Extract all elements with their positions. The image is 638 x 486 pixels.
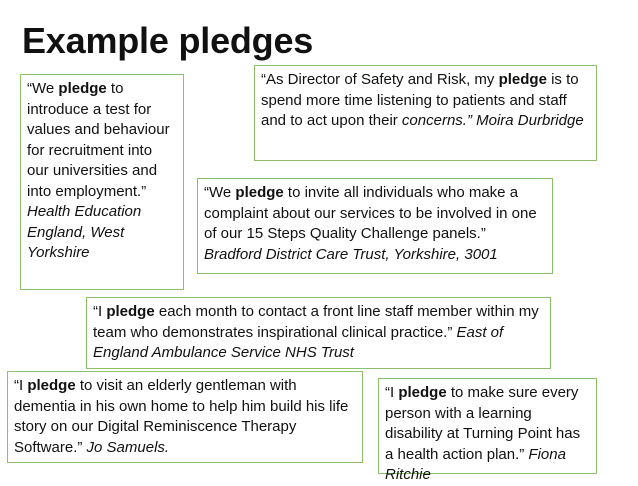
pledge-attribution: Jo Samuels. <box>82 438 170 456</box>
pledge-text: is to spend more time listening to patients and staff and to act upon their <box>261 71 579 129</box>
pledge-open: “I <box>385 384 399 401</box>
pledge-box-moira-durbridge <box>254 65 597 161</box>
pledge-text: to visit an elderly gentleman with dementia in his own home to help him build his life story on our Digital Reminiscence Therapy Software.” <box>14 377 349 456</box>
pledge-text: each month to contact a front line staff member within my team who demonstrates inspirational clinical practice.” <box>93 303 539 341</box>
pledge-open: “We <box>27 80 59 97</box>
pledge-open: “I <box>93 303 107 320</box>
pledge-keyword: pledge <box>498 71 547 88</box>
pledge-keyword: pledge <box>398 384 447 401</box>
pledge-attribution: Health Education England, West Yorkshire <box>27 203 142 261</box>
pledge-box-jo-samuels <box>7 371 363 463</box>
pledge-box-bradford <box>197 178 553 274</box>
pledge-box-fiona-ritchie <box>378 378 597 483</box>
pledge-keyword: pledge <box>106 303 155 320</box>
pledge-text: to introduce a test for values and behaviour for recruitment into our universities and into employment.” <box>27 80 170 200</box>
pledge-attribution: concerns.” Moira Durbridge <box>397 112 584 129</box>
pledge-text: to invite all individuals who make a complaint about our services to be involved in one of our 15 Steps Quality Challenge panels.” <box>204 184 537 242</box>
pledge-attribution: East of England Ambulance Service NHS Trust <box>93 323 504 361</box>
pledge-keyword: pledge <box>235 184 284 201</box>
pledge-open: “I <box>14 377 28 394</box>
page-title: Example pledges <box>22 20 314 61</box>
pledge-attribution: Bradford District Care Trust, Yorkshire, 3001 <box>204 245 498 263</box>
pledge-keyword: pledge <box>27 377 76 394</box>
pledge-attribution: Fiona Ritchie <box>385 445 566 483</box>
pledge-text: to make sure every person with a learning disability at Turning Point has a health action plan.” <box>385 384 581 463</box>
pledge-box-health-education <box>20 74 184 290</box>
pledge-open: “We <box>204 184 236 201</box>
pledge-keyword: pledge <box>58 80 107 97</box>
pledge-open: “As Director of Safety and Risk, my <box>261 71 499 88</box>
pledge-box-east-england-ambulance <box>86 297 551 369</box>
